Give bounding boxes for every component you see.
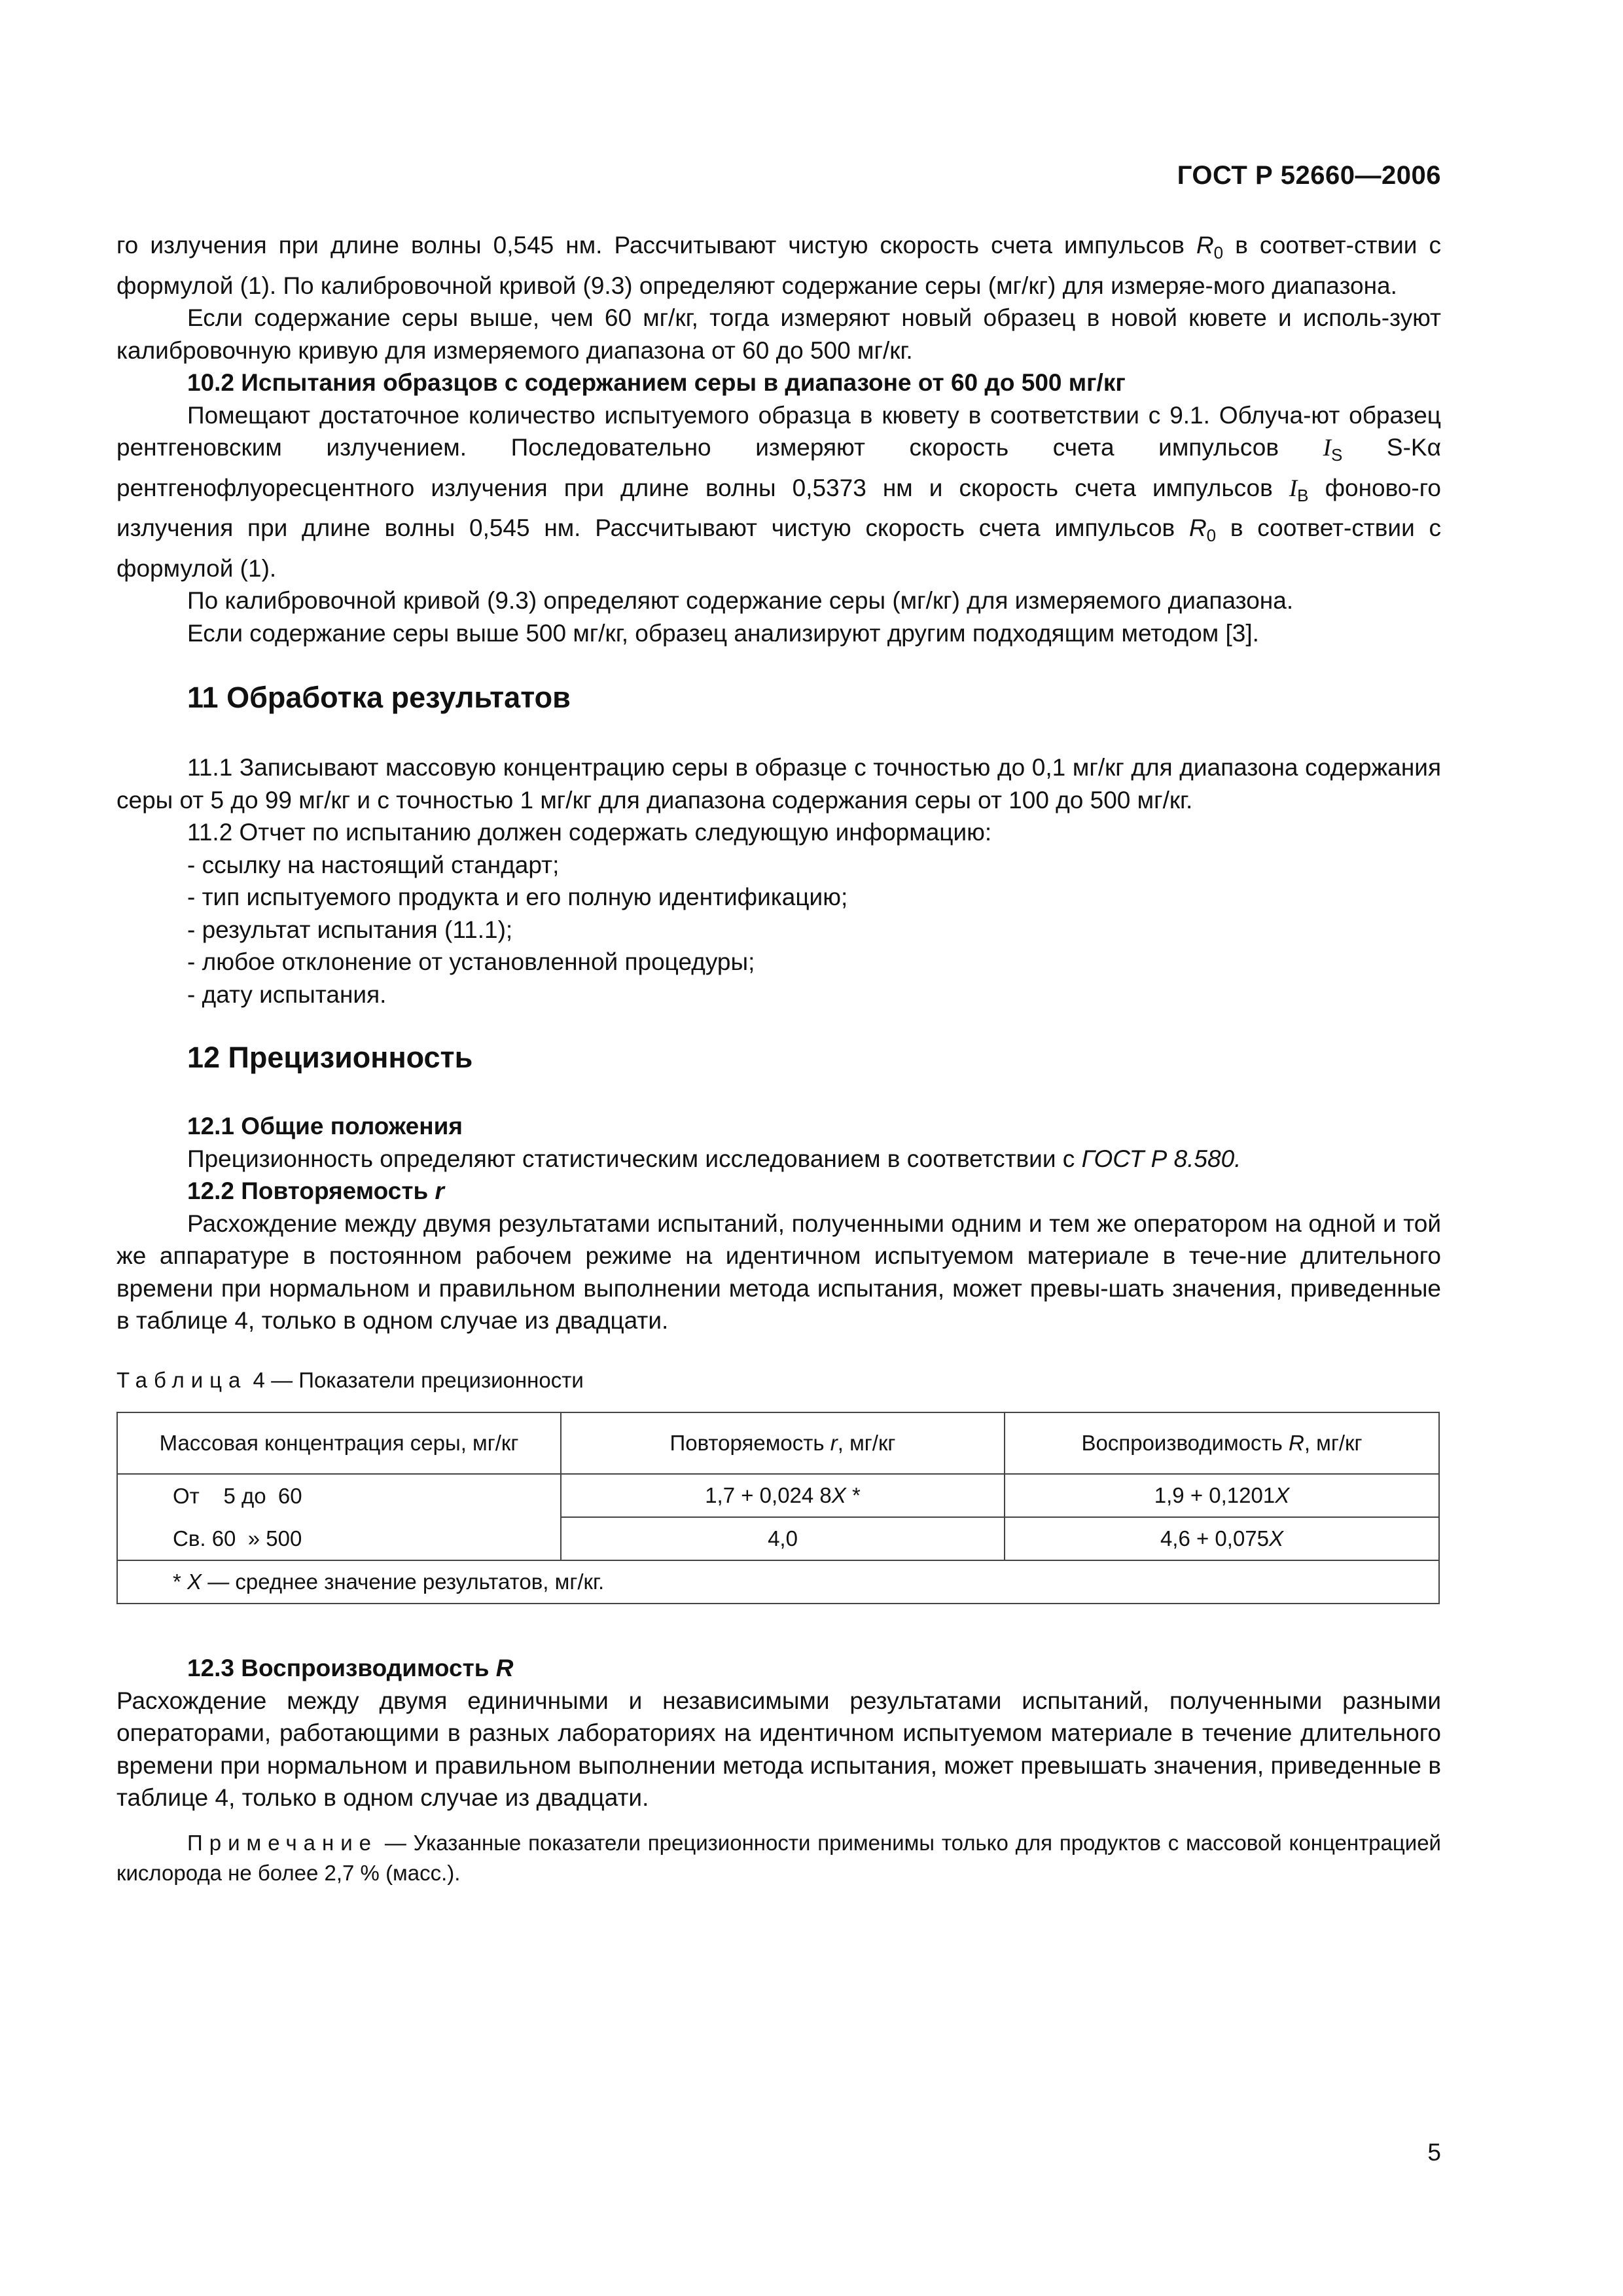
text: 4,6 + 0,075 [1160,1526,1270,1551]
text: го излучения при длине волны 0,545 нм. Рассчитывают чистую скорость счета импульсов [116,232,1196,259]
text: фоново-го излучения при длине волны 0,545 нм. Рассчитывают чистую скорость счета импульсов [116,474,1441,541]
page-number: 5 [1427,2139,1441,2166]
text: 1,9 + 0,1201 [1154,1483,1275,1507]
section-10-2-heading: 10.2 Испытания образцов с содержанием серы в диапазоне от 60 до 500 мг/кг [187,369,1126,396]
text: , мг/кг [837,1431,896,1455]
paragraph: По калибровочной кривой (9.3) определяют содержание серы (мг/кг) для измеряемого диапазона. [187,587,1294,614]
text: Помещают достаточное количество испытуемого образца в кювету в соответствии с 9.1. Облуча-ют образец рентгеновским излучением. Последовательно измеряют скорость счета импульсов [116,401,1441,461]
subscript: B [1297,485,1309,505]
section-11-body [116,751,1441,1011]
paragraph [116,1143,1441,1175]
var-r: r [435,1177,444,1204]
section-12-3 [116,1652,1441,1814]
paragraph: Расхождение между двумя результатами испытаний, полученными одним и тем же оператором на одной и той же аппаратуре в постоянном рабочем режиме на идентичном испытуемом материале в тече-ние длительного времени при нормальном и правильном выполнении метода испытания, может превы-шать значения, приведенные в таблице 4, только в одном случае из двадцати. [116,1210,1441,1334]
text: 4,0 [768,1526,798,1551]
range-cell: Св. 60 » 500 [117,1517,561,1560]
text: в соответ-ствии с формулой (1). По калибровочной кривой (9.3) определяют содержание серы (мг/кг) для измеряе-мого диапазона. [116,232,1441,299]
var-i: I [1323,435,1331,461]
footnote-cell [117,1560,1439,1604]
paragraph: 11.1 Записывают массовую концентрацию серы в образце с точностью до 0,1 мг/кг для диапазона содержания серы от 5 до 99 мг/кг и с точностью 1 мг/кг для диапазона содержания серы от 100 до 500 мг/кг. [116,754,1441,814]
paragraph: Если содержание серы выше 500 мг/кг, образец анализируют другим подходящим методом [3]. [187,619,1259,647]
var-x: X [1275,1483,1290,1507]
precision-table [116,1412,1440,1604]
text: в соответ-ствии с формулой (1). [116,514,1441,582]
header-cell: Массовая концентрация серы, мг/кг [117,1412,561,1474]
text: 12.2 Повторяемость [187,1177,435,1204]
text: Повторяемость [669,1431,830,1455]
var-r: R [495,1655,514,1681]
note-label: Примечание [187,1831,378,1855]
var-r: R [1188,514,1207,541]
subscript: 0 [1213,243,1224,262]
section-11-heading: 11 Обработка результатов [187,681,571,714]
repeatability-cell [561,1474,1005,1517]
text: 12.3 Воспроизводимость [187,1655,496,1681]
header-cell [1005,1412,1439,1474]
list-item: - тип испытуемого продукта и его полную идентификацию; [187,884,848,910]
text: Прецизионность определяют статистическим исследованием в соответствии с [187,1145,1082,1172]
table-row [117,1474,1439,1517]
section-12-body [116,1110,1441,1337]
caption-text: 4 — Показатели прецизионности [247,1368,584,1392]
paragraph: Если содержание серы выше, чем 60 мг/кг, тогда измеряют новый образец в новой кювете и исполь-зуют калибровочную кривую для измеряемого диапазона от 60 до 500 мг/кг. [116,304,1441,364]
text: 1,7 + 0,024 8 [705,1483,832,1507]
list-item: - ссылку на настоящий стандарт; [187,851,560,878]
var-x: X [1269,1526,1284,1551]
list-item: - результат испытания (11.1); [187,916,513,943]
var-x: X [187,1570,202,1594]
var-i: I [1289,475,1298,502]
subscript: S [1330,445,1343,465]
note-text: — Указанные показатели прецизионности применимы только для продуктов с массовой концентрацией кислорода не более 2,7 % (масс.). [116,1831,1441,1885]
standard-reference: ГОСТ Р 8.580. [1081,1145,1241,1172]
list-item: - любое отклонение от установленной процедуры; [187,948,755,975]
var-x: X [831,1483,846,1507]
list-item: - дату испытания. [187,980,387,1008]
document-code: ГОСТ Р 52660—2006 [1177,161,1441,190]
table-header-row [117,1412,1439,1474]
text: Воспроизводимость [1081,1431,1289,1455]
var-r: R [1196,232,1214,259]
note [116,1828,1441,1888]
section-12-3-heading [116,1652,1441,1685]
range-cell: От 5 до 60 [117,1474,561,1517]
text: S-Kα рентгенофлуоресцентного излучения при длине волны 0,5373 нм и скорость счета импульсов [116,434,1441,501]
text: * [173,1570,188,1594]
var-r: r [830,1431,838,1455]
var-r: R [1288,1431,1304,1455]
paragraph [116,1828,1441,1888]
caption-label: Таблица [116,1368,247,1392]
subscript: 0 [1206,526,1217,545]
repeatability-cell [561,1517,1005,1560]
body-top [116,229,1441,649]
section-12-heading: 12 Прецизионность [187,1041,473,1074]
paragraph [116,399,1441,585]
paragraph [116,229,1441,302]
paragraph: Расхождение между двумя единичными и независимыми результатами испытаний, полученными разными операторами, работающими в разных лабораториях на идентичном испытуемом материале в течение длительного времени при нормальном и правильном выполнении метода испытания, может превышать значения, приведенные в таблице 4, только в одном случае из двадцати. [116,1687,1441,1811]
section-12-2-heading [116,1175,1441,1208]
table-footnote-row [117,1560,1439,1604]
footnote-mark: * [846,1483,861,1507]
header-cell [561,1412,1005,1474]
paragraph: 11.2 Отчет по испытанию должен содержать следующую информацию: [187,819,992,846]
section-12-1-heading: 12.1 Общие положения [187,1113,463,1139]
text: — среднее значение результатов, мг/кг. [202,1570,605,1594]
reproducibility-cell [1005,1474,1439,1517]
table-row [117,1517,1439,1560]
table-caption [116,1368,584,1393]
reproducibility-cell [1005,1517,1439,1560]
text: , мг/кг [1304,1431,1363,1455]
